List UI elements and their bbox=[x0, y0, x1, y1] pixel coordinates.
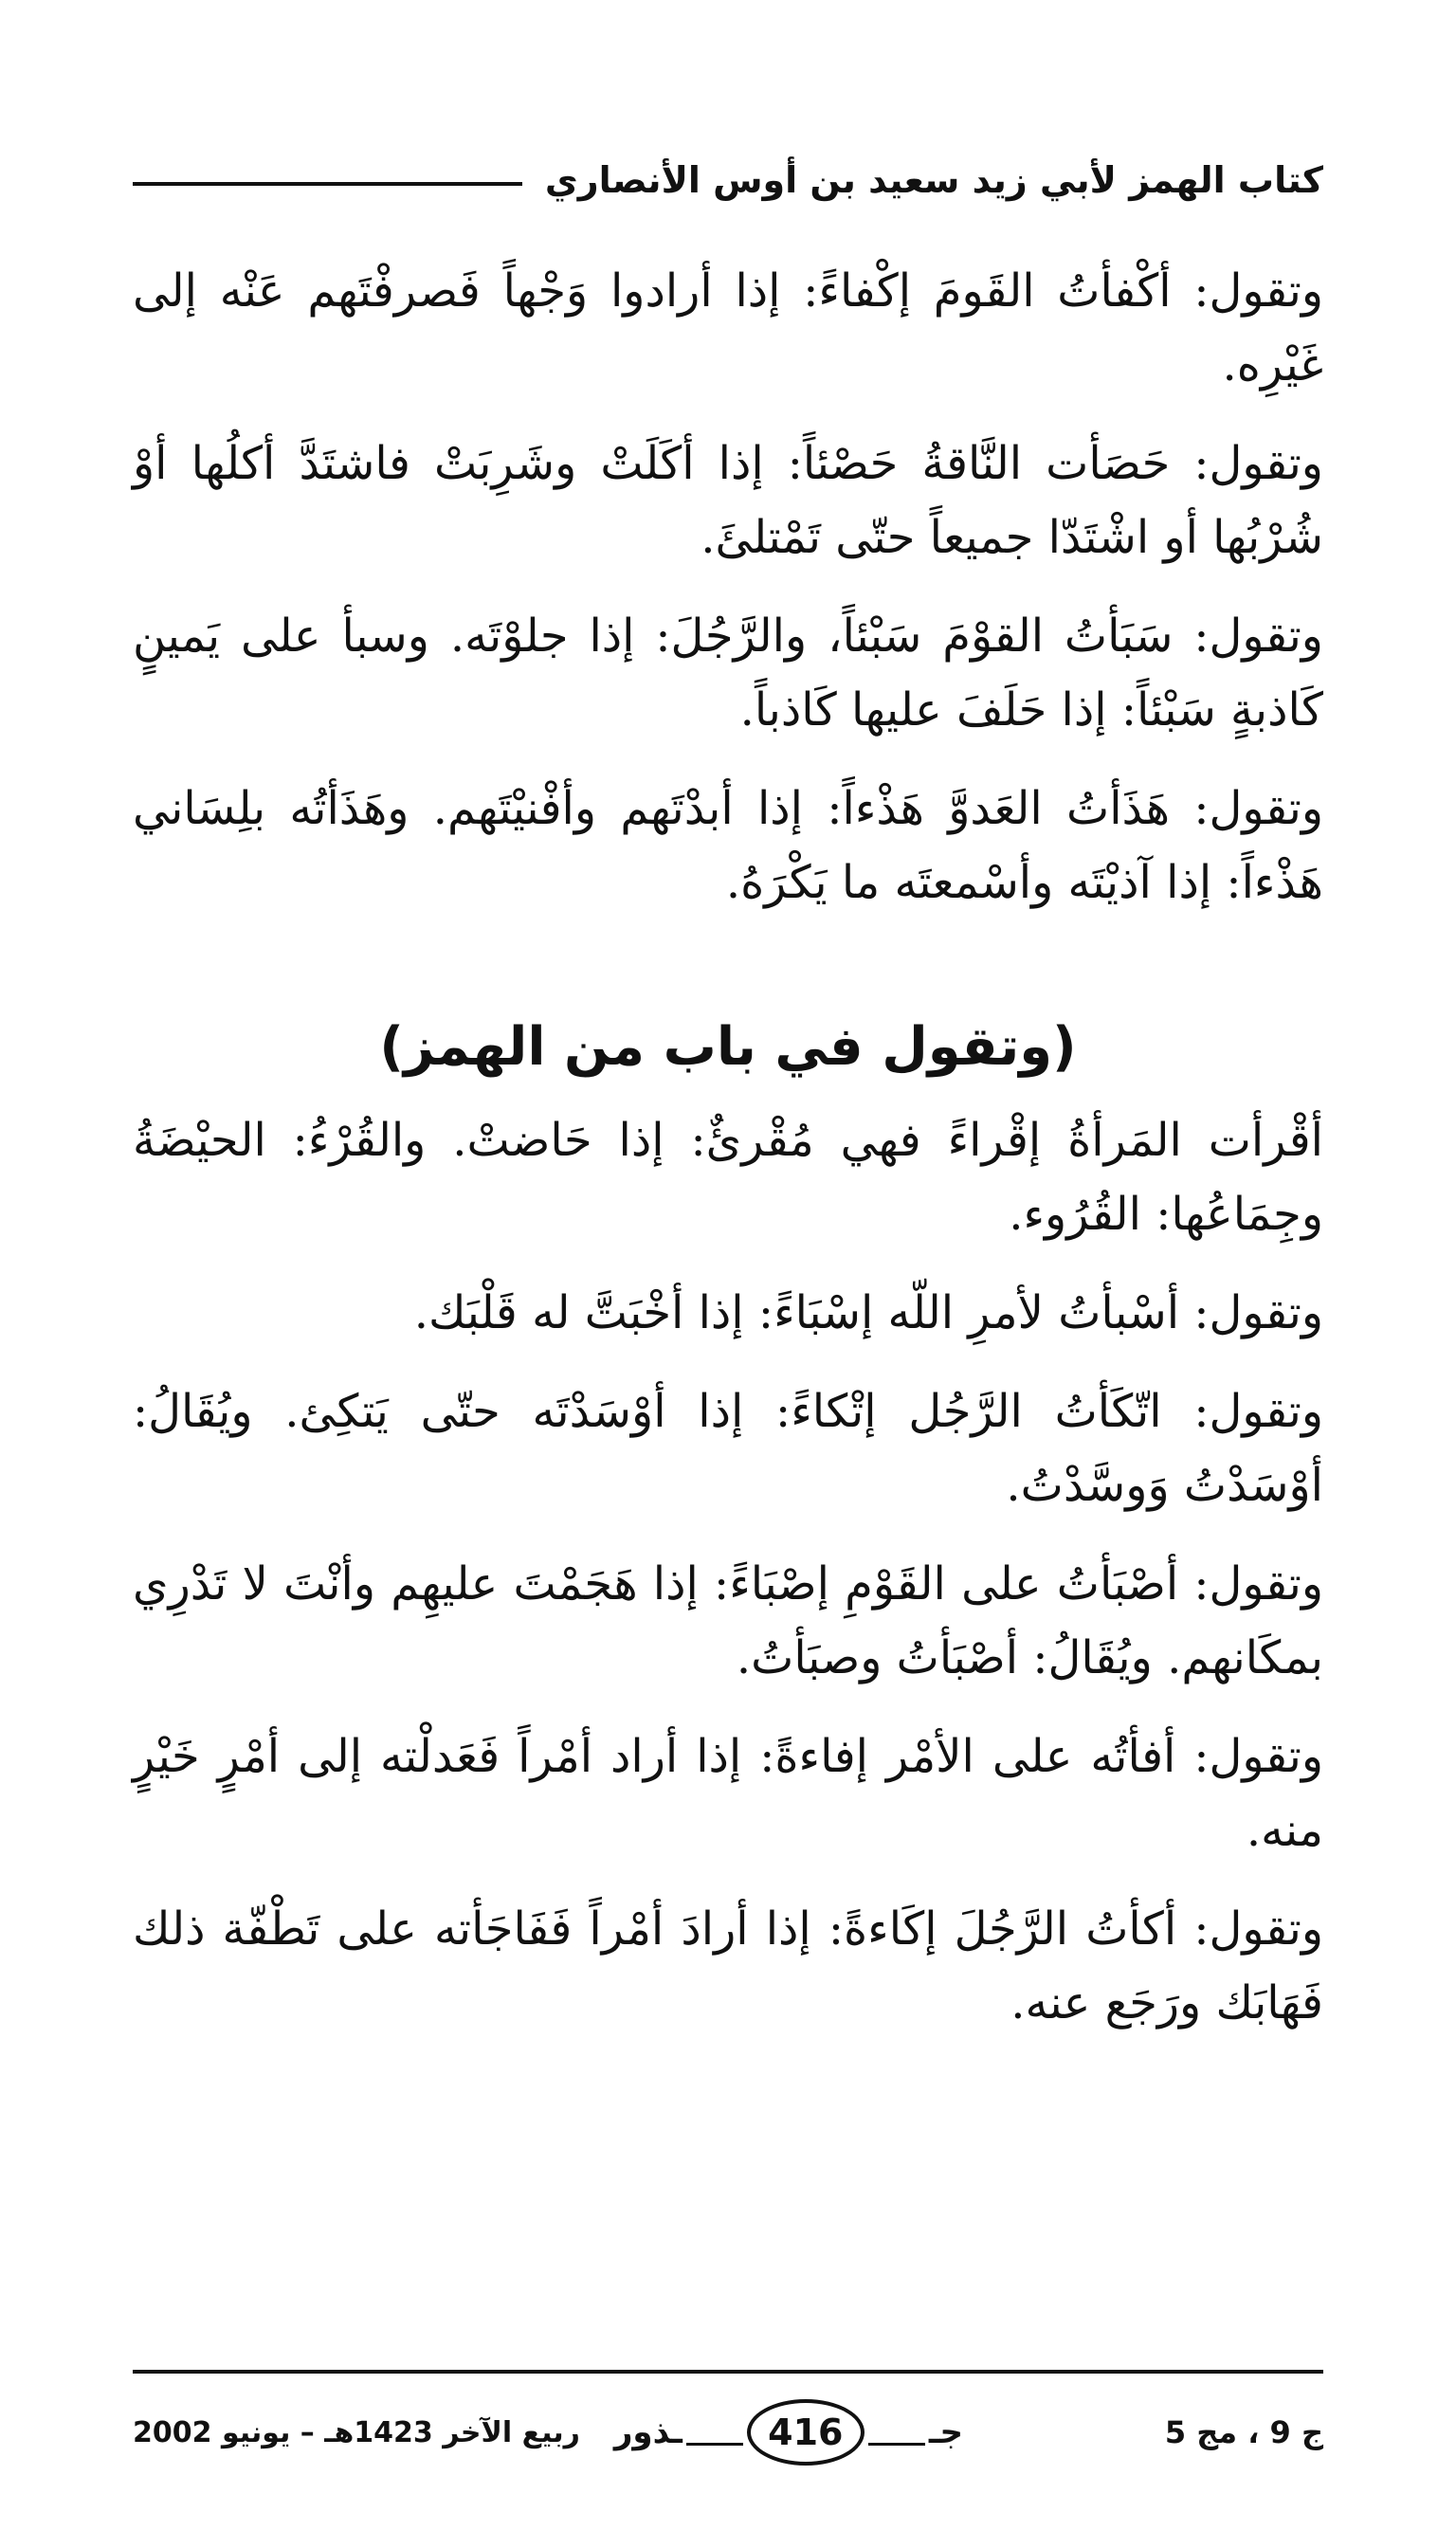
footer-rule bbox=[133, 2370, 1323, 2374]
footer-row bbox=[133, 2385, 1323, 2480]
paragraph: وتقول: أصْبَأتُ على القَوْمِ إصْبَاءً: إذا هَجَمْتَ عليهِم وأنْتَ لا تَدْرِي بمكَانهم. ويُقَالُ: أصْبَأتُ وصبَأتُ. bbox=[133, 1557, 1323, 1684]
page-body bbox=[133, 254, 1323, 2065]
header-rule bbox=[133, 182, 522, 186]
paragraph: وتقول: اتّكَأتُ الرَّجُل إتْكاءً: إذا أوْسَدْتَه حتّى يَتكِئ. ويُقَالُ: أوْسَدْتُ وَوسَّدْتُ. bbox=[133, 1385, 1323, 1512]
journal-name-end: ـذور bbox=[613, 2413, 682, 2451]
paragraph: وتقول: هَذَأتُ العَدوَّ هَذْءاً: إذا أبدْتَهم وأفْنيْتَهم. وهَذَأتُه بلِسَاني هَذْءاً: إذا آذيْتَه وأسْمعتَه ما يَكْرَهُ. bbox=[133, 782, 1323, 909]
issue-date: ربيع الآخر 1423هـ – يونيو 2002 bbox=[133, 2415, 580, 2449]
issue-volume: ج 9 ، مج 5 bbox=[1164, 2414, 1323, 2450]
paragraph: أقْرأت المَرأةُ إقْراءً فهي مُقْرئٌ: إذا حَاضتْ. والقُرْءُ: الحيْضَةُ وجِمَاعُها: القُرُوء. bbox=[133, 1114, 1323, 1241]
running-header bbox=[133, 142, 1323, 218]
section-heading: (وتقول في باب من الهمز) bbox=[379, 1016, 1077, 1078]
journal-dash bbox=[686, 2443, 743, 2446]
header-title: كتاب الهمز لأبي زيد سعيد بن أوس الأنصاري bbox=[544, 159, 1323, 201]
journal-mark bbox=[614, 2399, 963, 2466]
page-number: 416 bbox=[747, 2399, 864, 2466]
journal-dash bbox=[868, 2443, 925, 2446]
paragraph: وتقول: أكْفأتُ القَومَ إكْفاءً: إذا أرادوا وَجْهاً فَصرفْتَهم عَنْه إلى غَيْرِه. bbox=[133, 264, 1323, 391]
paragraph: وتقول: أسْبأتُ لأمرِ اللّه إسْبَاءً: إذا أخْبَتَّ له قَلْبَك. bbox=[413, 1286, 1323, 1339]
paragraph: وتقول: أفأتُه على الأمْر إفاءةً: إذا أراد أمْراً فَعَدلْته إلى أمْرٍ خَيْرٍ منه. bbox=[133, 1730, 1323, 1857]
paragraph: وتقول: أكأتُ الرَّجُلَ إكَاءةً: إذا أرادَ أمْراً فَفَاجَأته على تَطْفّة ذلك فَهَابَك ورَجَع عنه. bbox=[133, 1902, 1323, 2029]
footer-center bbox=[133, 2399, 963, 2466]
page-footer bbox=[133, 2370, 1323, 2480]
journal-name-start: جـ bbox=[928, 2413, 963, 2451]
paragraph: وتقول: سَبَأتُ القوْمَ سَبْئاً، والرَّجُلَ: إذا جلوْتَه. وسبأ على يَمينٍ كَاذبةٍ سَبْئاً: إذا حَلَفَ عليها كَاذباً. bbox=[133, 610, 1323, 737]
paragraph: وتقول: حَصَأت النَّاقةُ حَصْئاً: إذا أكَلَتْ وشَرِبَتْ فاشتَدَّ أكلُها أوْ شُرْبُها أو اشْتَدّا جميعاً حتّى تَمْتلئَ. bbox=[133, 437, 1323, 564]
